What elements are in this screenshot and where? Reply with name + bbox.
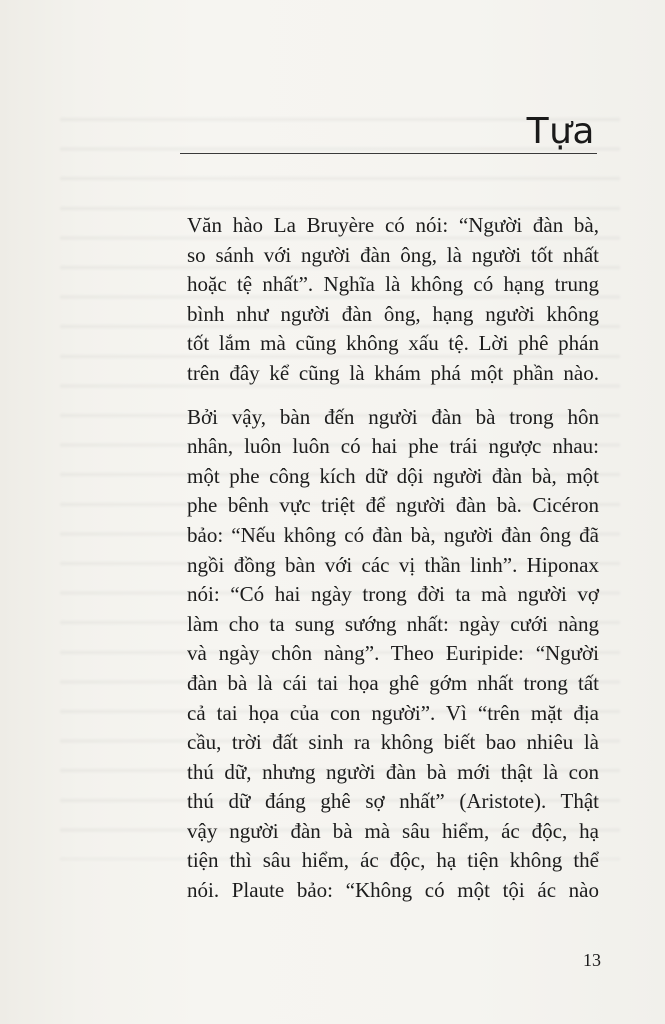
text-line: ngồi đồng bàn với các vị thần linh”. Hiponax — [187, 552, 599, 577]
text-line: bình như người đàn ông, hạng người không — [187, 301, 599, 326]
text-line: phe bênh vực triệt để người đàn bà. Cicéron — [187, 493, 599, 518]
chapter-title: Tựa — [526, 111, 595, 152]
text-line: nhân, luôn luôn có hai phe trái ngược nhau: — [187, 434, 599, 459]
text-line: so sánh với người đàn ông, là người tốt nhất — [187, 242, 599, 267]
text-line: Văn hào La Bruyère có nói: “Người đàn bà, — [187, 213, 599, 237]
title-underline-rule — [180, 153, 597, 154]
page-number: 13 — [583, 950, 601, 970]
text-line: một phe công kích dữ dội người đàn bà, một — [187, 463, 599, 488]
body-text — [187, 211, 599, 906]
paragraph-1 — [187, 211, 599, 389]
text-line: bảo: “Nếu không có đàn bà, người đàn ông đã — [187, 522, 599, 547]
text-line: cầu, trời đất sinh ra không biết bao nhiêu là — [187, 730, 599, 755]
text-line: và ngày chôn nàng”. Theo Euripide: “Người — [187, 641, 599, 666]
text-line: trên đây kể cũng là khám phá một phần nào. — [187, 360, 599, 385]
text-line: tốt lắm mà cũng không xấu tệ. Lời phê phán — [187, 331, 599, 356]
text-line: nói: “Có hai ngày trong đời ta mà người vợ — [187, 582, 599, 607]
text-line: làm cho ta sung sướng nhất: ngày cưới nàng — [187, 611, 599, 636]
text-line: thú dữ, nhưng người đàn bà mới thật là con — [187, 759, 599, 784]
text-line: đàn bà là cái tai họa ghê gớm nhất trong tất — [187, 670, 599, 695]
text-line: tiện thì sâu hiểm, ác độc, hạ tiện không thể — [187, 848, 599, 873]
text-line: hoặc tệ nhất”. Nghĩa là không có hạng trung — [187, 272, 599, 297]
text-line: Bởi vậy, bàn đến người đàn bà trong hôn — [187, 404, 599, 429]
text-line: vậy người đàn bà mà sâu hiểm, ác độc, hạ — [187, 818, 599, 843]
text-line: cả tai họa của con người”. Vì “trên mặt địa — [187, 700, 599, 725]
paragraph-2 — [187, 403, 599, 906]
text-line: thú dữ đáng ghê sợ nhất” (Aristote). Thật — [187, 789, 599, 814]
text-line: nói. Plaute bảo: “Không có một tội ác nào — [187, 878, 599, 903]
